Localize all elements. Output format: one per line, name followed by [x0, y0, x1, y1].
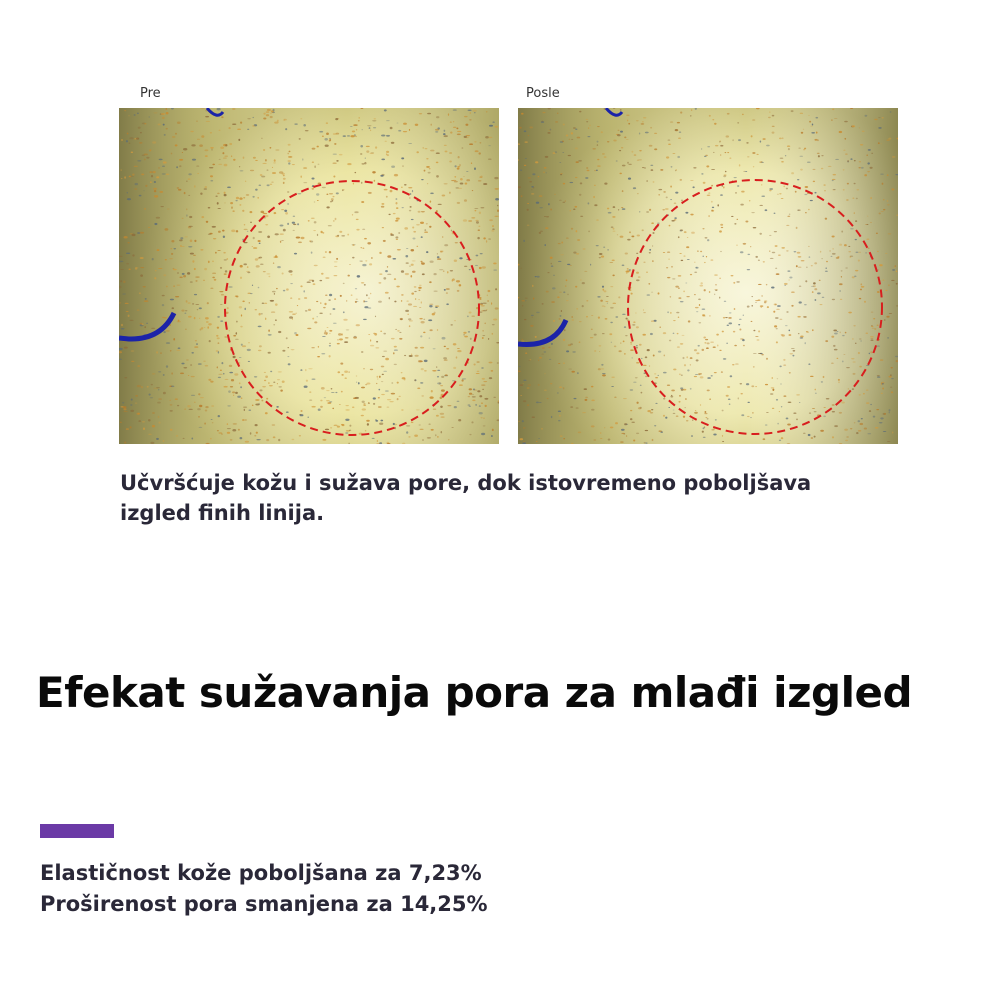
after-image — [518, 108, 898, 444]
stat-pores: Proširenost pora smanjena za 14,25% — [40, 892, 488, 916]
caption-text: Učvršćuje kožu i sužava pore, dok istovremeno poboljšava izgled finih linija. — [120, 471, 812, 525]
before-label: Pre — [140, 86, 161, 101]
after-label: Posle — [526, 86, 560, 101]
stats-list — [40, 858, 940, 920]
stat-elasticity: Elastičnost kože poboljšana za 7,23% — [40, 861, 482, 885]
accent-bar — [40, 824, 114, 838]
page-title: Efekat sužavanja pora za mlađi izgled — [36, 668, 913, 717]
before-image — [119, 108, 499, 444]
